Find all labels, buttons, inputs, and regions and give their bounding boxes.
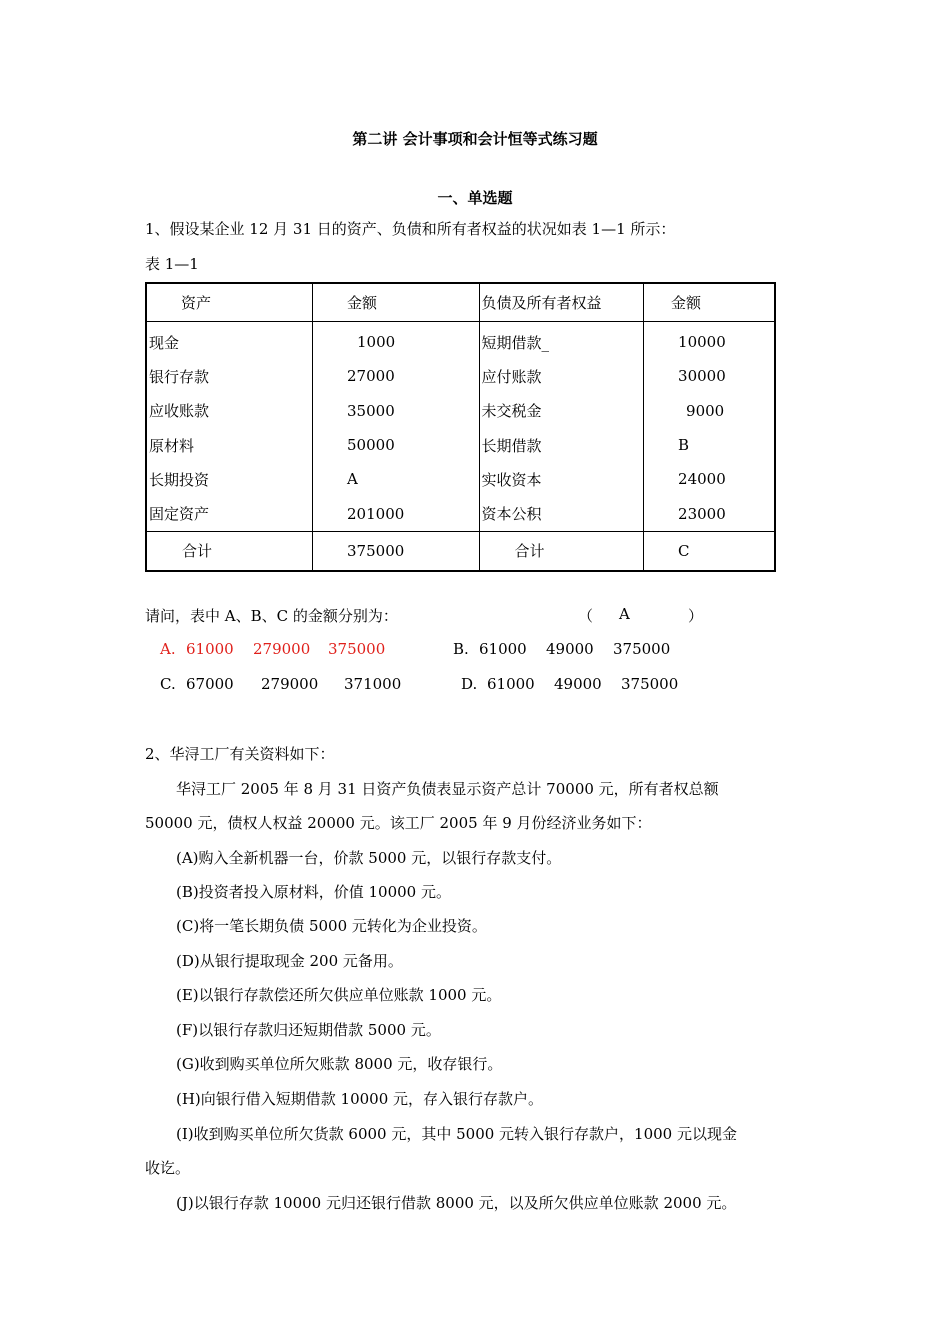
table-row [146,359,775,393]
section-heading: 一、单选题 [437,189,513,207]
option-b-value: 61000 [479,640,527,658]
asset-amount: 1000 [313,322,480,360]
option-d-label: D. [461,675,478,693]
option-b-label: B. [453,640,469,658]
header-amount: 金额 [313,283,480,322]
total-label: 合计 [479,531,644,571]
document-title: 第二讲 会计事项和会计恒等式练习题 [352,130,598,148]
table-row [146,496,775,531]
asset-name: 原材料 [149,436,195,455]
asset-name: 长期投资 [149,470,210,489]
answer-open-paren: （ [578,607,594,625]
liability-name: 短期借款_ [479,322,644,360]
option-d-value: 49000 [554,675,602,693]
question-1-prompt: 请问，表中 A、B、C 的金额分别为： [145,607,398,625]
option-c-value: 67000 [186,675,234,693]
total-assets: 375000 [313,531,480,571]
list-item-continuation: 收讫。 [145,1159,191,1177]
asset-name: 固定资产 [149,505,210,524]
table-row [146,428,775,462]
option-a-label: A. [160,640,176,658]
table-row [146,394,775,428]
list-item: (F)以银行存款归还短期借款 5000 元。 [176,1021,441,1039]
liability-amount: 9000 [644,394,775,428]
option-a-value: 375000 [328,640,386,658]
asset-amount: 201000 [313,496,480,531]
answer-close-paren: ） [688,607,704,625]
header-amount: 金额 [644,283,775,322]
list-item: (D)从银行提取现金 200 元备用。 [176,952,403,970]
option-a-value: 61000 [186,640,234,658]
list-item: (I)收到购买单位所欠货款 6000 元，其中 5000 元转入银行存款户，1000 元以现金 [176,1125,737,1143]
liability-name: 未交税金 [479,394,644,428]
table-row [146,322,775,360]
option-d-value: 375000 [621,675,679,693]
liability-name: 应付账款 [479,359,644,393]
asset-amount: 35000 [313,394,480,428]
list-item: (A)购入全新机器一台，价款 5000 元，以银行存款支付。 [176,849,562,867]
list-item: (G)收到购买单位所欠账款 8000 元，收存银行。 [176,1055,503,1073]
list-item: (H)向银行借入短期借款 10000 元，存入银行存款户。 [176,1090,544,1108]
liability-amount: 10000 [644,322,775,360]
asset-name: 现金 [149,333,180,352]
paragraph-line: 华浔工厂 2005 年 8 月 31 日资产负债表显示资产总计 70000 元，所有者权总额 [176,780,719,798]
liability-amount: 30000 [644,359,775,393]
option-c-label: C. [160,675,176,693]
paragraph-line: 50000 元，债权人权益 20000 元。该工厂 2005 年 9 月份经济业务如下： [145,814,652,832]
question-1-stem: 1、假设某企业 12 月 31 日的资产、负债和所有者权益的状况如表 1—1 所示： [145,220,676,238]
option-c-value: 371000 [344,675,402,693]
option-c-value: 279000 [261,675,319,693]
table-header-row [146,283,775,322]
list-item: (J)以银行存款 10000 元归还银行借款 8000 元，以及所欠供应单位账款 2000 元。 [176,1194,737,1212]
table-total-row [146,531,775,571]
asset-name: 银行存款 [149,367,210,386]
header-liabilities-equity: 负债及所有者权益 [479,283,644,322]
answer-value: A [619,605,630,623]
asset-name: 应收账款 [149,402,210,421]
total-liabilities-equity: C [644,531,775,571]
balance-table [145,282,776,572]
option-b-value: 49000 [546,640,594,658]
liability-amount: B [644,428,775,462]
list-item: (E)以银行存款偿还所欠供应单位账款 1000 元。 [176,986,502,1004]
option-d-value: 61000 [487,675,535,693]
asset-amount: 27000 [313,359,480,393]
option-a-value: 279000 [253,640,311,658]
asset-amount: 50000 [313,428,480,462]
list-item: (B)投资者投入原材料，价值 10000 元。 [176,883,451,901]
table-caption: 表 1—1 [145,255,199,273]
header-assets: 资产 [146,283,313,322]
total-label: 合计 [146,531,313,571]
table-row [146,462,775,496]
liability-amount: 23000 [644,496,775,531]
liability-name: 资本公积 [479,496,644,531]
liability-name: 长期借款 [479,428,644,462]
liability-name: 实收资本 [479,462,644,496]
liability-amount: 24000 [644,462,775,496]
question-2-stem: 2、华浔工厂有关资料如下： [145,745,335,763]
option-b-value: 375000 [613,640,671,658]
asset-amount: A [313,462,480,496]
list-item: (C)将一笔长期负债 5000 元转化为企业投资。 [176,917,487,935]
